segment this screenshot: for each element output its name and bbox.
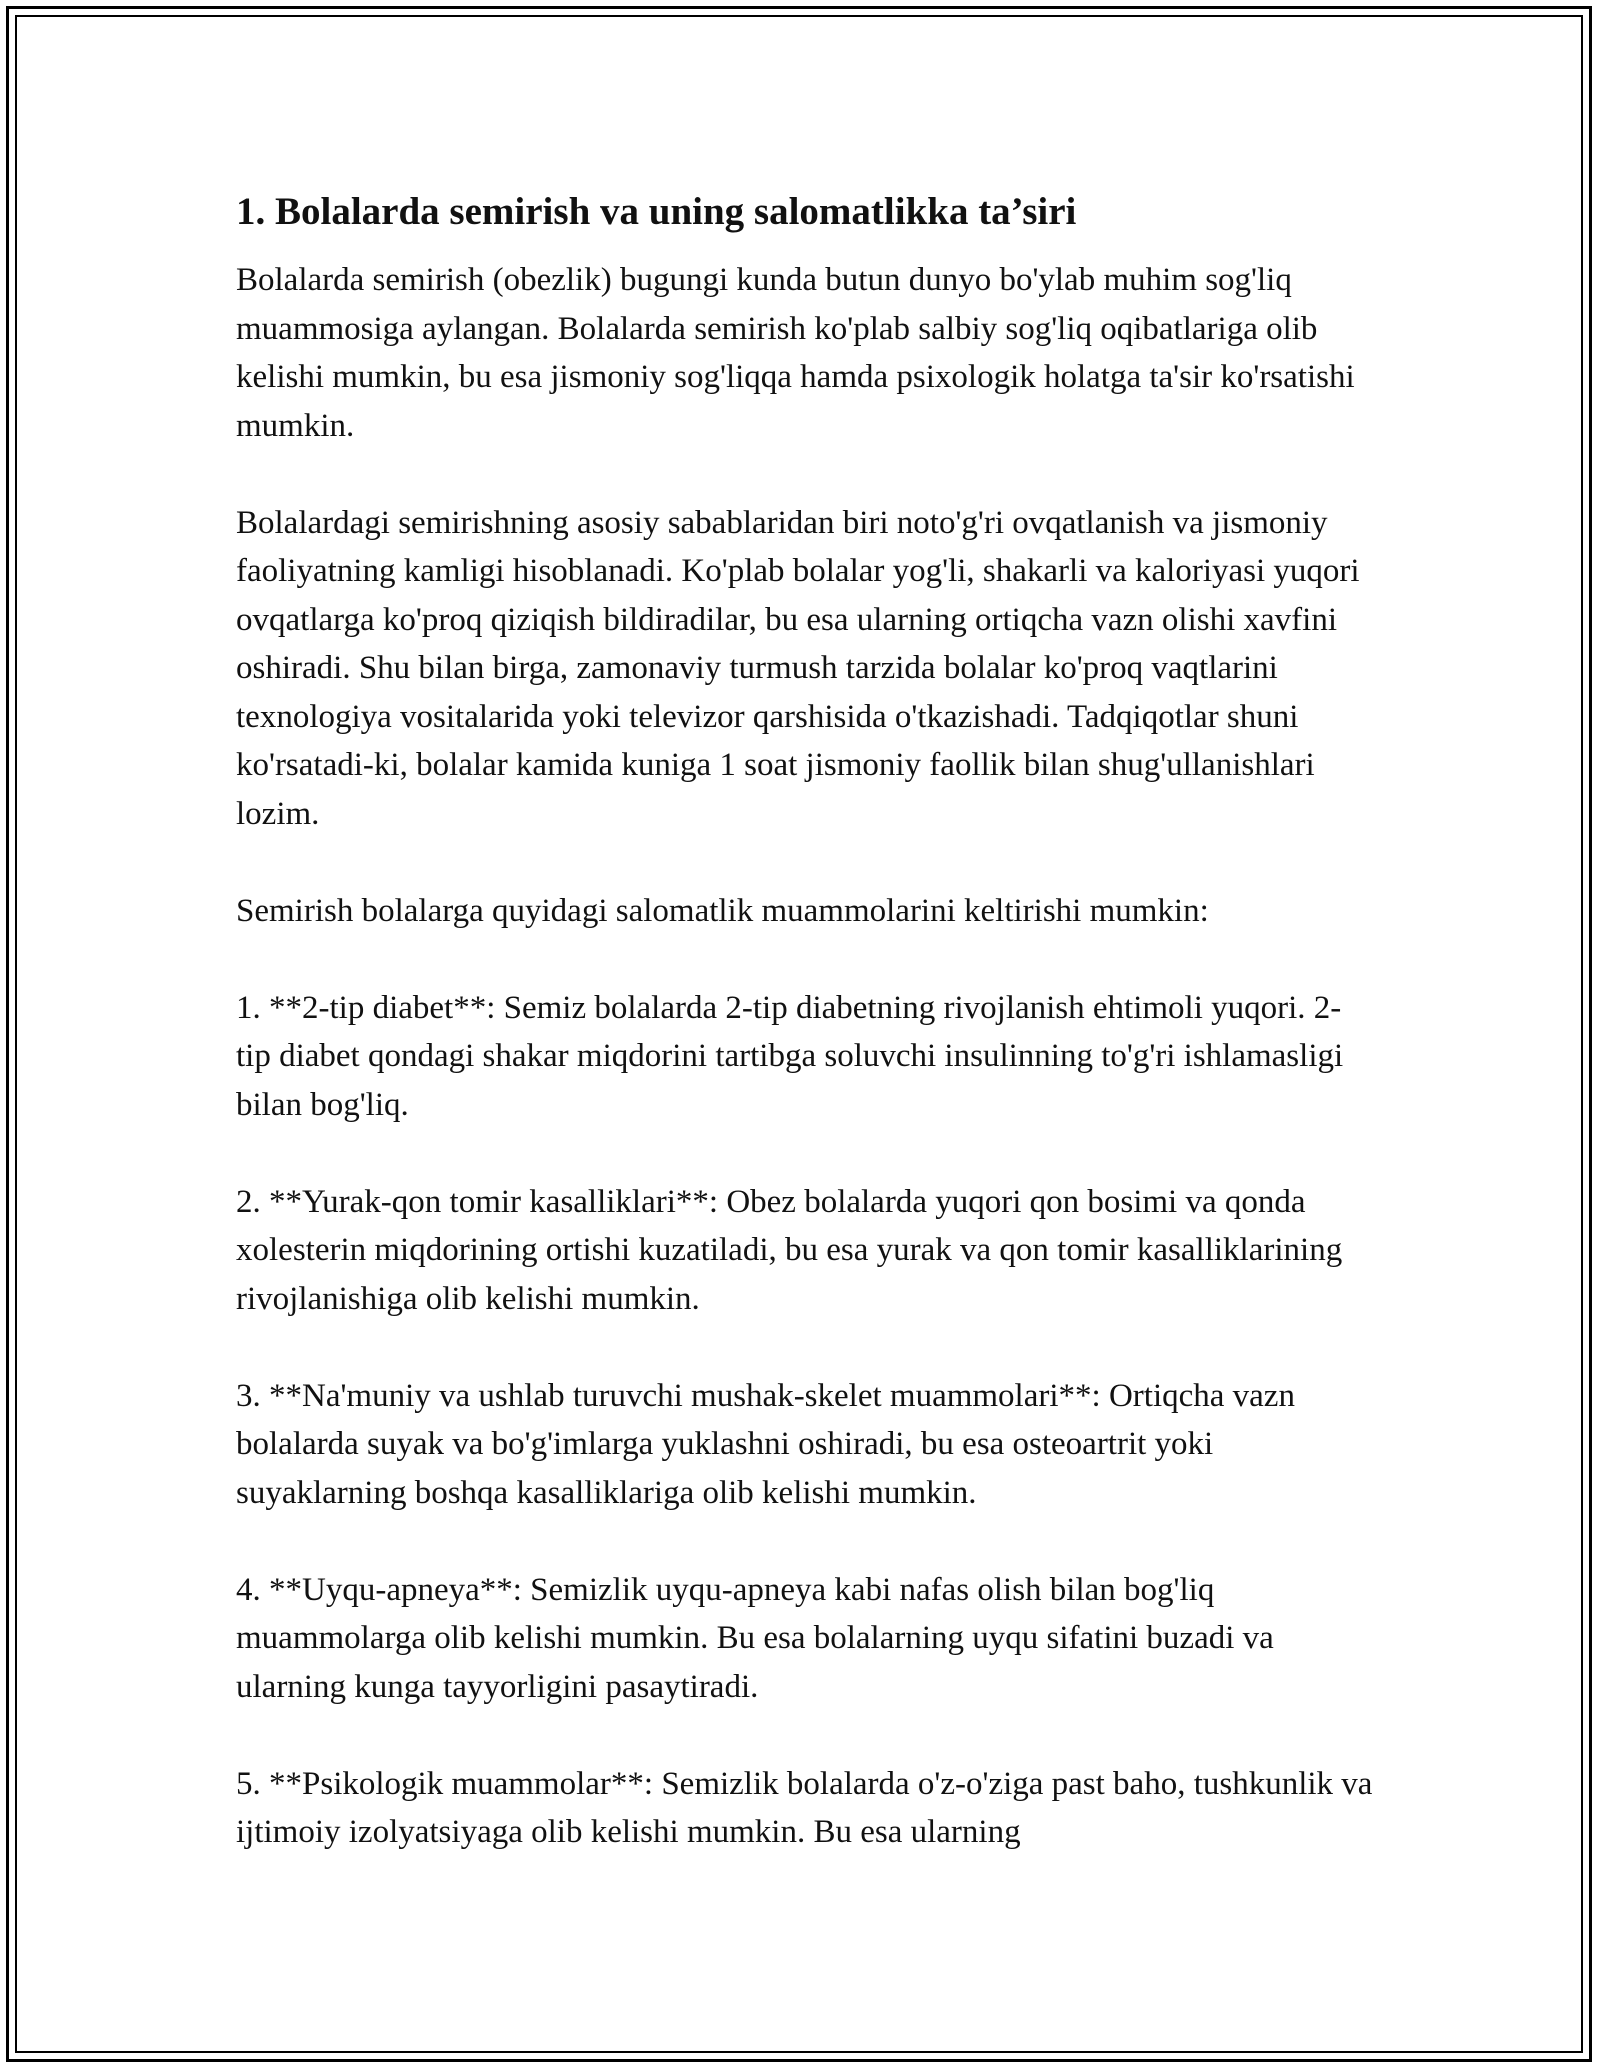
list-item-sleep-apnea: 4. **Uyqu-apneya**: Semizlik uyqu-apneya kabi nafas olish bilan bog'liq muammolarga olib kelishi mumkin. Bu esa bolalarning uyqu sifatini buzadi va ularning kunga tayyorligini pasaytiradi.: [236, 1571, 1274, 1705]
section-title: 1. Bolalarda semirish va uning salomatlikka ta’siri: [236, 190, 1077, 233]
paragraph-list-intro: Semirish bolalarga quyidagi salomatlik muammolarini keltirishi mumkin:: [236, 892, 1209, 929]
list-item-cardiovascular: 2. **Yurak-qon tomir kasalliklari**: Obez bolalarda yuqori qon bosimi va qonda xolesterin miqdorining ortishi kuzatiladi, bu esa yurak va qon tomir kasalliklarining rivojlanishiga olib kelishi mumkin.: [236, 1183, 1343, 1317]
list-item-psychological: 5. **Psikologik muammolar**: Semizlik bolalarda o'z-o'ziga past baho, tushkunlik va ijtimoiy izolyatsiyaga olib kelishi mumkin. Bu esa ularning: [236, 1765, 1373, 1850]
list-item-diabetes: 1. **2-tip diabet**: Semiz bolalarda 2-tip diabetning rivojlanish ehtimoli yuqori. 2-tip diabet qondagi shakar miqdorini tartibga soluvchi insulinning to'g'ri ishlamasligi bilan bog'liq.: [236, 989, 1344, 1123]
paragraph-causes: Bolalardagi semirishning asosiy sabablaridan biri noto'g'ri ovqatlanish va jismoniy faoliyatning kamligi hisoblanadi. Ko'plab bolalar yog'li, shakarli va kaloriyasi yuqori ovqatlarga ko'proq qiziqish bildiradilar, bu esa ularning ortiqcha vazn olishi xavfini oshiradi. Shu bilan birga, zamonaviy turmush tarzida bolalar ko'proq vaqtlarini texnologiya vositalarida yoki televizor qarshisida o'tkazishadi. Tadqiqotlar shuni ko'rsatadi-ki, bolalar kamida kuniga 1 soat jismoniy faollik bilan shug'ullanishlari lozim.: [236, 504, 1360, 832]
document-body: [236, 186, 1376, 1905]
paragraph-intro: Bolalarda semirish (obezlik) bugungi kunda butun dunyo bo'ylab muhim sog'liq muammosiga aylangan. Bolalarda semirish ko'plab salbiy sog'liq oqibatlariga olib kelishi mumkin, bu esa jismoniy sog'liqqa hamda psixologik holatga ta'sir ko'rsatishi mumkin.: [236, 262, 1355, 444]
list-item-musculoskeletal: 3. **Na'muniy va ushlab turuvchi mushak-skelet muammolari**: Ortiqcha vazn bolalarda suyak va bo'g'imlarga yuklashni oshiradi, bu esa osteoartrit yoki suyaklarning boshqa kasalliklariga olib kelishi mumkin.: [236, 1377, 1295, 1511]
